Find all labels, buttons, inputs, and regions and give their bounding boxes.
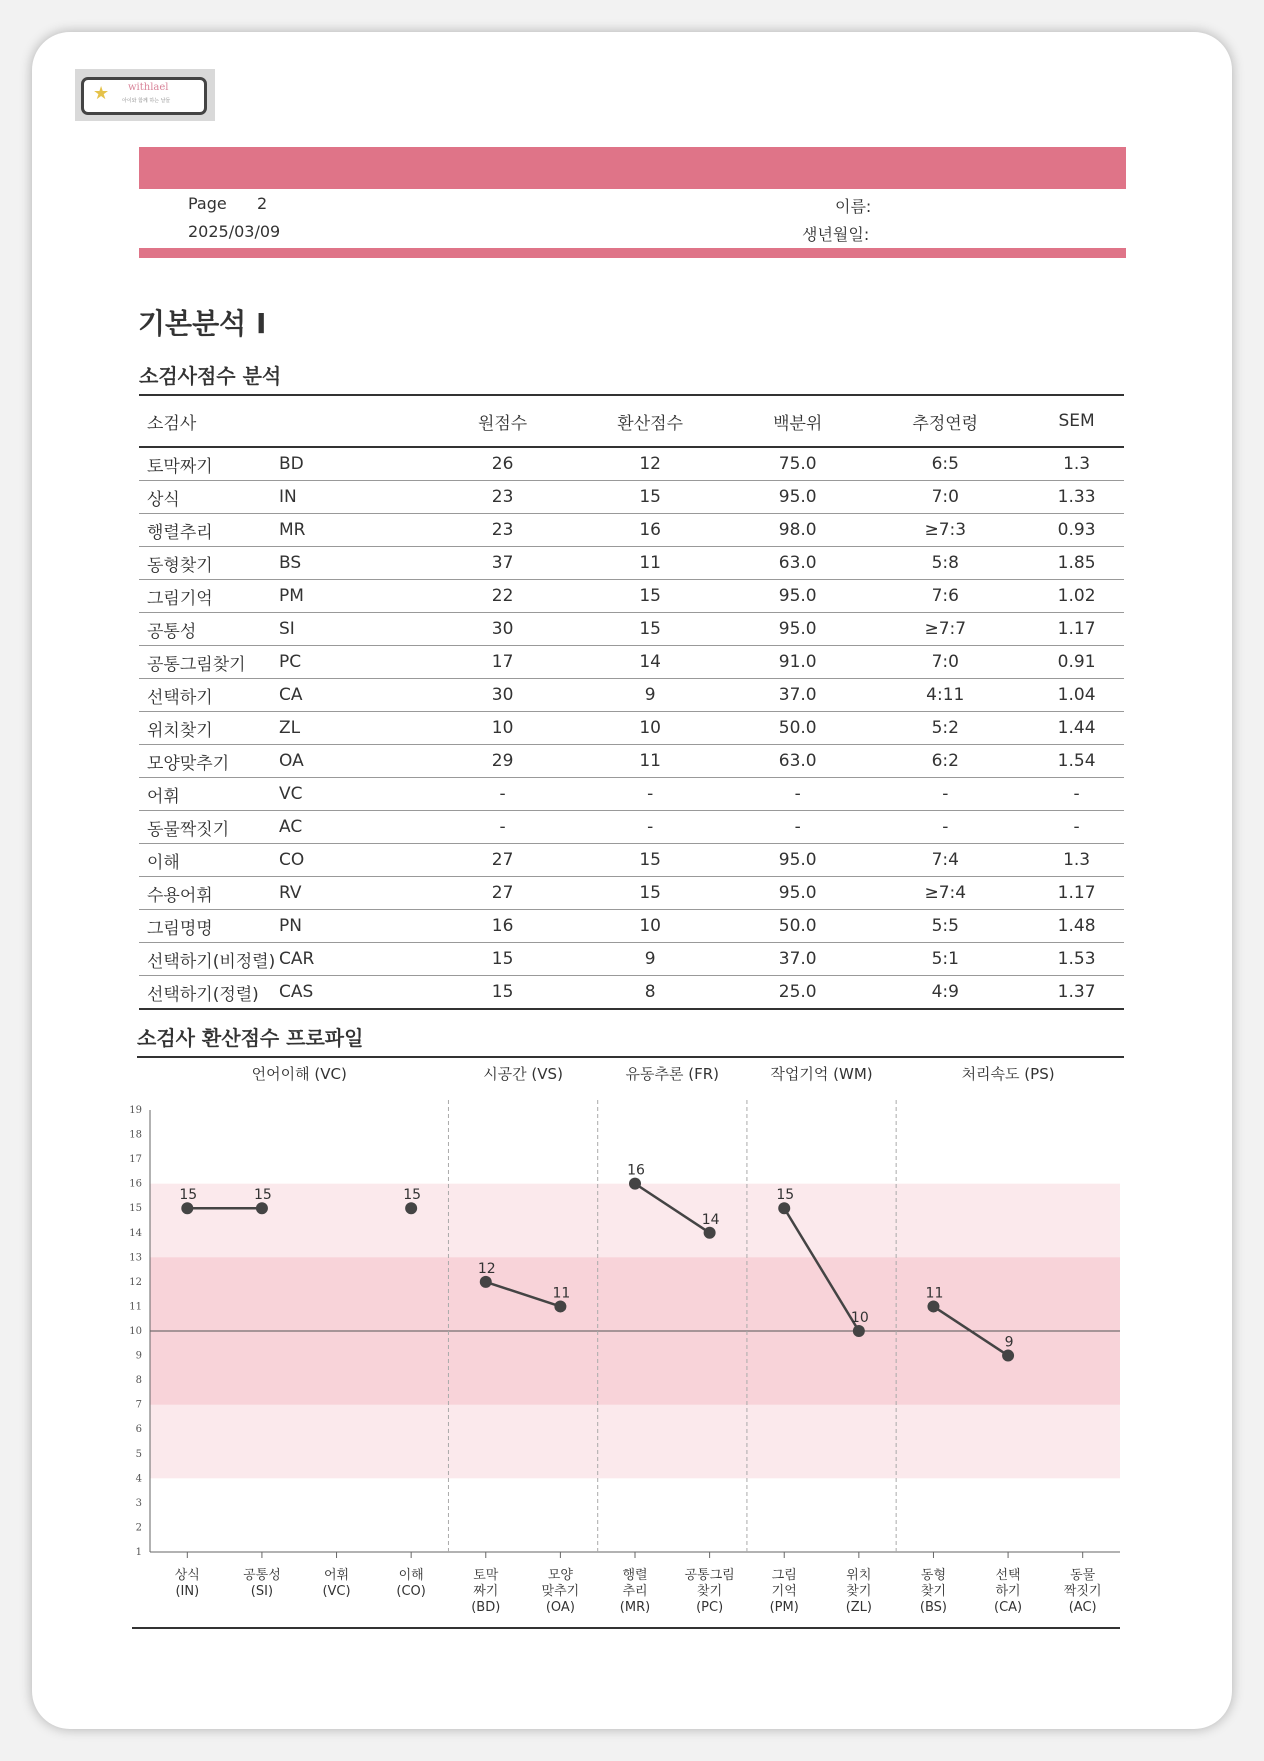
x-category-label-line: (IN) — [175, 1584, 200, 1599]
raw-score: 26 — [439, 447, 566, 481]
y-tick-label: 13 — [129, 1252, 142, 1264]
data-label: 10 — [850, 1310, 869, 1326]
x-category-label-line: (BS) — [919, 1600, 947, 1615]
subtest-name: 수용어휘 — [139, 877, 279, 910]
domain-label: 작업기억 (WM) — [770, 1065, 873, 1083]
y-tick-label: 6 — [135, 1424, 142, 1436]
x-category-label-line: (PC) — [696, 1600, 724, 1615]
data-label: 11 — [925, 1285, 944, 1302]
x-category-label-line: (CA) — [994, 1600, 1023, 1615]
raw-score: 17 — [439, 646, 566, 679]
data-label: 15 — [403, 1187, 422, 1204]
data-point — [554, 1300, 566, 1312]
percentile: 50.0 — [734, 910, 861, 943]
y-tick-label: 9 — [135, 1350, 142, 1362]
x-category-label-line: 모양 — [547, 1568, 573, 1583]
subtest-code: ZL — [279, 712, 439, 745]
raw-score: 15 — [439, 943, 566, 976]
subtest-name: 행렬추리 — [139, 514, 279, 547]
col-header: 소검사 — [139, 396, 439, 447]
subtest-name: 선택하기 — [139, 679, 279, 712]
x-category-label — [302, 1568, 372, 1600]
percentile: 37.0 — [734, 943, 861, 976]
page-number: 2 — [257, 194, 268, 213]
x-category-label — [451, 1568, 521, 1616]
y-tick-label: 8 — [135, 1375, 142, 1387]
col-header: 원점수 — [439, 396, 566, 447]
x-category-label-line: (ZL) — [845, 1600, 872, 1615]
table-title: 소검사점수 분석 — [139, 364, 282, 388]
x-category-label-line: 짜기 — [473, 1584, 499, 1599]
scaled-score: 10 — [566, 712, 734, 745]
subtest-code: VC — [279, 778, 439, 811]
x-category-label — [973, 1568, 1043, 1616]
scaled-score: 9 — [566, 679, 734, 712]
raw-score: - — [439, 778, 566, 811]
sem-value: 1.54 — [1029, 745, 1124, 778]
data-point — [480, 1276, 492, 1288]
data-point — [629, 1178, 641, 1190]
name-label: 이름: — [835, 197, 872, 216]
x-category-label — [525, 1568, 595, 1616]
report-date: 2025/03/09 — [188, 222, 281, 241]
age-equivalent: 5:8 — [861, 547, 1029, 580]
sem-value: 1.37 — [1029, 976, 1124, 1010]
x-category-label-line: 이해 — [398, 1568, 424, 1583]
raw-score: 27 — [439, 844, 566, 877]
sem-value: 1.53 — [1029, 943, 1124, 976]
data-point — [181, 1202, 193, 1214]
x-category-label — [227, 1568, 297, 1600]
x-category-label-line: 하기 — [995, 1584, 1021, 1599]
subtest-name: 공통성 — [139, 613, 279, 646]
sem-value: - — [1029, 778, 1124, 811]
x-category-label-line: (BD) — [471, 1600, 501, 1615]
y-tick-label: 17 — [129, 1154, 142, 1166]
subtest-code: PM — [279, 580, 439, 613]
percentile: 98.0 — [734, 514, 861, 547]
page-title: 기본분석 I — [138, 307, 267, 340]
x-category-label — [376, 1568, 446, 1600]
subtest-name: 이해 — [139, 844, 279, 877]
y-tick-label: 18 — [129, 1129, 142, 1141]
y-tick-label: 11 — [129, 1301, 142, 1313]
subtest-name: 동물짝짓기 — [139, 811, 279, 844]
scaled-score: 11 — [566, 547, 734, 580]
col-header: SEM — [1029, 396, 1124, 447]
x-category-label-line: 동물 — [1070, 1568, 1096, 1583]
sem-value: 1.04 — [1029, 679, 1124, 712]
raw-score: 10 — [439, 712, 566, 745]
x-category-label — [898, 1568, 968, 1616]
x-category-label-line: (PM) — [769, 1600, 799, 1615]
scaled-score: 12 — [566, 447, 734, 481]
domain-label: 처리속도 (PS) — [961, 1065, 1055, 1083]
x-category-label-line: 어휘 — [323, 1568, 350, 1583]
y-tick-label: 7 — [135, 1399, 142, 1411]
scaled-score: 15 — [566, 877, 734, 910]
sem-value: 0.93 — [1029, 514, 1124, 547]
y-tick-label: 14 — [129, 1227, 142, 1239]
data-point — [927, 1300, 939, 1312]
age-equivalent: ≥7:4 — [861, 877, 1029, 910]
raw-score: 27 — [439, 877, 566, 910]
x-category-label-line: 행렬 — [622, 1568, 648, 1583]
age-equivalent: 5:1 — [861, 943, 1029, 976]
data-label: 11 — [552, 1285, 571, 1302]
subtest-code: BD — [279, 447, 439, 481]
percentile: 95.0 — [734, 580, 861, 613]
subtest-code: CO — [279, 844, 439, 877]
sem-value: 1.3 — [1029, 447, 1124, 481]
subtest-code: CAS — [279, 976, 439, 1010]
percentile: 37.0 — [734, 679, 861, 712]
raw-score: 29 — [439, 745, 566, 778]
x-category-label-line: 찾기 — [697, 1584, 723, 1599]
data-point — [256, 1202, 268, 1214]
data-label: 9 — [1004, 1334, 1014, 1351]
scaled-score: 10 — [566, 910, 734, 943]
scaled-score: 15 — [566, 844, 734, 877]
data-point — [853, 1325, 865, 1337]
domain-label: 유동추론 (FR) — [625, 1065, 720, 1083]
age-equivalent: 5:2 — [861, 712, 1029, 745]
x-category-label-line: (VC) — [322, 1584, 351, 1599]
x-category-label — [749, 1568, 819, 1616]
scaled-score: 15 — [566, 613, 734, 646]
star-icon: ★ — [93, 83, 110, 104]
sem-value: 0.91 — [1029, 646, 1124, 679]
sem-value: 1.33 — [1029, 481, 1124, 514]
sem-value: 1.3 — [1029, 844, 1124, 877]
subtest-code: PC — [279, 646, 439, 679]
x-category-label — [600, 1568, 670, 1616]
sem-value: 1.44 — [1029, 712, 1124, 745]
col-header: 백분위 — [734, 396, 861, 447]
age-equivalent: 4:9 — [861, 976, 1029, 1010]
x-category-label-line: 짝짓기 — [1063, 1584, 1102, 1599]
percentile: 95.0 — [734, 844, 861, 877]
scaled-score: 8 — [566, 976, 734, 1010]
scaled-score: - — [566, 811, 734, 844]
subtest-code: AC — [279, 811, 439, 844]
x-category-label-line: 찾기 — [846, 1584, 872, 1599]
x-category-label-line: 동형 — [920, 1568, 947, 1583]
x-category-label-line: 상식 — [174, 1568, 200, 1583]
age-equivalent: 4:11 — [861, 679, 1029, 712]
subtest-name: 그림기억 — [139, 580, 279, 613]
scaled-score: - — [566, 778, 734, 811]
age-equivalent: 6:5 — [861, 447, 1029, 481]
x-category-label — [152, 1568, 222, 1600]
percentile: - — [734, 778, 861, 811]
x-category-label-line: (CO) — [396, 1584, 426, 1599]
logo-name: withlael — [128, 82, 169, 93]
subtest-code: SI — [279, 613, 439, 646]
y-tick-label: 1 — [135, 1547, 142, 1558]
data-label: 14 — [701, 1211, 720, 1228]
subtest-name: 모양맞추기 — [139, 745, 279, 778]
logo-tagline: 아이와 함께 하는 날들 — [122, 98, 171, 104]
age-equivalent: 7:4 — [861, 844, 1029, 877]
scaled-score: 15 — [566, 580, 734, 613]
age-equivalent: - — [861, 811, 1029, 844]
y-tick-label: 10 — [129, 1326, 142, 1337]
subtest-code: BS — [279, 547, 439, 580]
subtest-name: 선택하기(비정렬) — [139, 943, 279, 976]
y-tick-label: 3 — [135, 1497, 142, 1509]
subtest-name: 상식 — [139, 481, 279, 514]
percentile: 50.0 — [734, 712, 861, 745]
x-category-label-line: 토막 — [473, 1568, 499, 1583]
age-equivalent: ≥7:3 — [861, 514, 1029, 547]
data-point — [1002, 1350, 1014, 1362]
dob-label: 생년월일: — [802, 225, 870, 244]
scaled-score: 16 — [566, 514, 734, 547]
x-category-label-line: 찾기 — [920, 1584, 947, 1599]
domain-label: 시공간 (VS) — [483, 1065, 563, 1083]
scaled-score: 15 — [566, 481, 734, 514]
subtest-code: OA — [279, 745, 439, 778]
subtest-code: CA — [279, 679, 439, 712]
x-category-label-line: 맞추기 — [541, 1584, 580, 1599]
col-header: 추정연령 — [861, 396, 1029, 447]
y-tick-label: 5 — [135, 1448, 142, 1460]
domain-label: 언어이해 (VC) — [251, 1065, 347, 1083]
age-equivalent: ≥7:7 — [861, 613, 1029, 646]
data-point — [778, 1202, 790, 1214]
y-tick-label: 12 — [129, 1276, 142, 1288]
subtest-code: CAR — [279, 943, 439, 976]
raw-score: 23 — [439, 481, 566, 514]
raw-score: 30 — [439, 613, 566, 646]
data-label: 15 — [776, 1187, 795, 1204]
profile-title: 소검사 환산점수 프로파일 — [137, 1026, 364, 1050]
subtest-code: IN — [279, 481, 439, 514]
raw-score: 30 — [439, 679, 566, 712]
subtest-name: 공통그림찾기 — [139, 646, 279, 679]
percentile: 75.0 — [734, 447, 861, 481]
percentile: 95.0 — [734, 877, 861, 910]
sem-value: - — [1029, 811, 1124, 844]
sem-value: 1.17 — [1029, 613, 1124, 646]
sem-value: 1.17 — [1029, 877, 1124, 910]
subtest-name: 선택하기(정렬) — [139, 976, 279, 1010]
sem-value: 1.85 — [1029, 547, 1124, 580]
sem-value: 1.48 — [1029, 910, 1124, 943]
subtest-name: 토막짜기 — [139, 447, 279, 481]
age-equivalent: 6:2 — [861, 745, 1029, 778]
subtest-name: 어휘 — [139, 778, 279, 811]
y-tick-label: 15 — [129, 1203, 142, 1215]
x-category-label — [1048, 1568, 1118, 1616]
x-category-label-line: 그림 — [771, 1568, 797, 1583]
subtest-code: PN — [279, 910, 439, 943]
x-category-label-line: 위치 — [846, 1568, 872, 1583]
y-tick-label: 16 — [129, 1178, 142, 1190]
percentile: 63.0 — [734, 547, 861, 580]
percentile: 95.0 — [734, 613, 861, 646]
col-header: 환산점수 — [566, 396, 734, 447]
data-label: 16 — [627, 1162, 645, 1179]
raw-score: 22 — [439, 580, 566, 613]
data-label: 15 — [254, 1187, 272, 1204]
subtest-name: 위치찾기 — [139, 712, 279, 745]
raw-score: 23 — [439, 514, 566, 547]
raw-score: 15 — [439, 976, 566, 1010]
subtest-name: 동형찾기 — [139, 547, 279, 580]
x-category-label — [675, 1568, 745, 1616]
percentile: 91.0 — [734, 646, 861, 679]
percentile: - — [734, 811, 861, 844]
raw-score: 16 — [439, 910, 566, 943]
scaled-score: 9 — [566, 943, 734, 976]
sem-value: 1.02 — [1029, 580, 1124, 613]
data-label: 12 — [477, 1260, 496, 1277]
age-equivalent: - — [861, 778, 1029, 811]
percentile: 95.0 — [734, 481, 861, 514]
page-label: Page — [188, 194, 227, 213]
data-label: 15 — [179, 1187, 198, 1204]
age-equivalent: 7:6 — [861, 580, 1029, 613]
x-category-label-line: (SI) — [250, 1584, 274, 1599]
scaled-score: 11 — [566, 745, 734, 778]
raw-score: 37 — [439, 547, 566, 580]
y-tick-label: 19 — [129, 1105, 142, 1116]
x-category-label-line: 선택 — [995, 1568, 1021, 1583]
x-category-label-line: (OA) — [545, 1600, 575, 1615]
y-tick-label: 2 — [135, 1522, 142, 1534]
age-equivalent: 5:5 — [861, 910, 1029, 943]
x-category-label-line: (AC) — [1068, 1600, 1097, 1615]
subtest-code: MR — [279, 514, 439, 547]
scaled-score: 14 — [566, 646, 734, 679]
data-point — [405, 1202, 417, 1214]
data-point — [704, 1227, 716, 1239]
x-category-label-line: 공통그림 — [684, 1568, 735, 1583]
x-category-label-line: 기억 — [771, 1584, 797, 1599]
x-category-label-line: 추리 — [622, 1584, 648, 1599]
x-category-label-line: (MR) — [619, 1600, 651, 1615]
x-category-label — [824, 1568, 894, 1616]
x-category-label-line: 공통성 — [243, 1568, 281, 1583]
subtest-code: RV — [279, 877, 439, 910]
age-equivalent: 7:0 — [861, 646, 1029, 679]
raw-score: - — [439, 811, 566, 844]
subtest-name: 그림명명 — [139, 910, 279, 943]
age-equivalent: 7:0 — [861, 481, 1029, 514]
percentile: 25.0 — [734, 976, 861, 1010]
y-tick-label: 4 — [135, 1473, 142, 1485]
percentile: 63.0 — [734, 745, 861, 778]
